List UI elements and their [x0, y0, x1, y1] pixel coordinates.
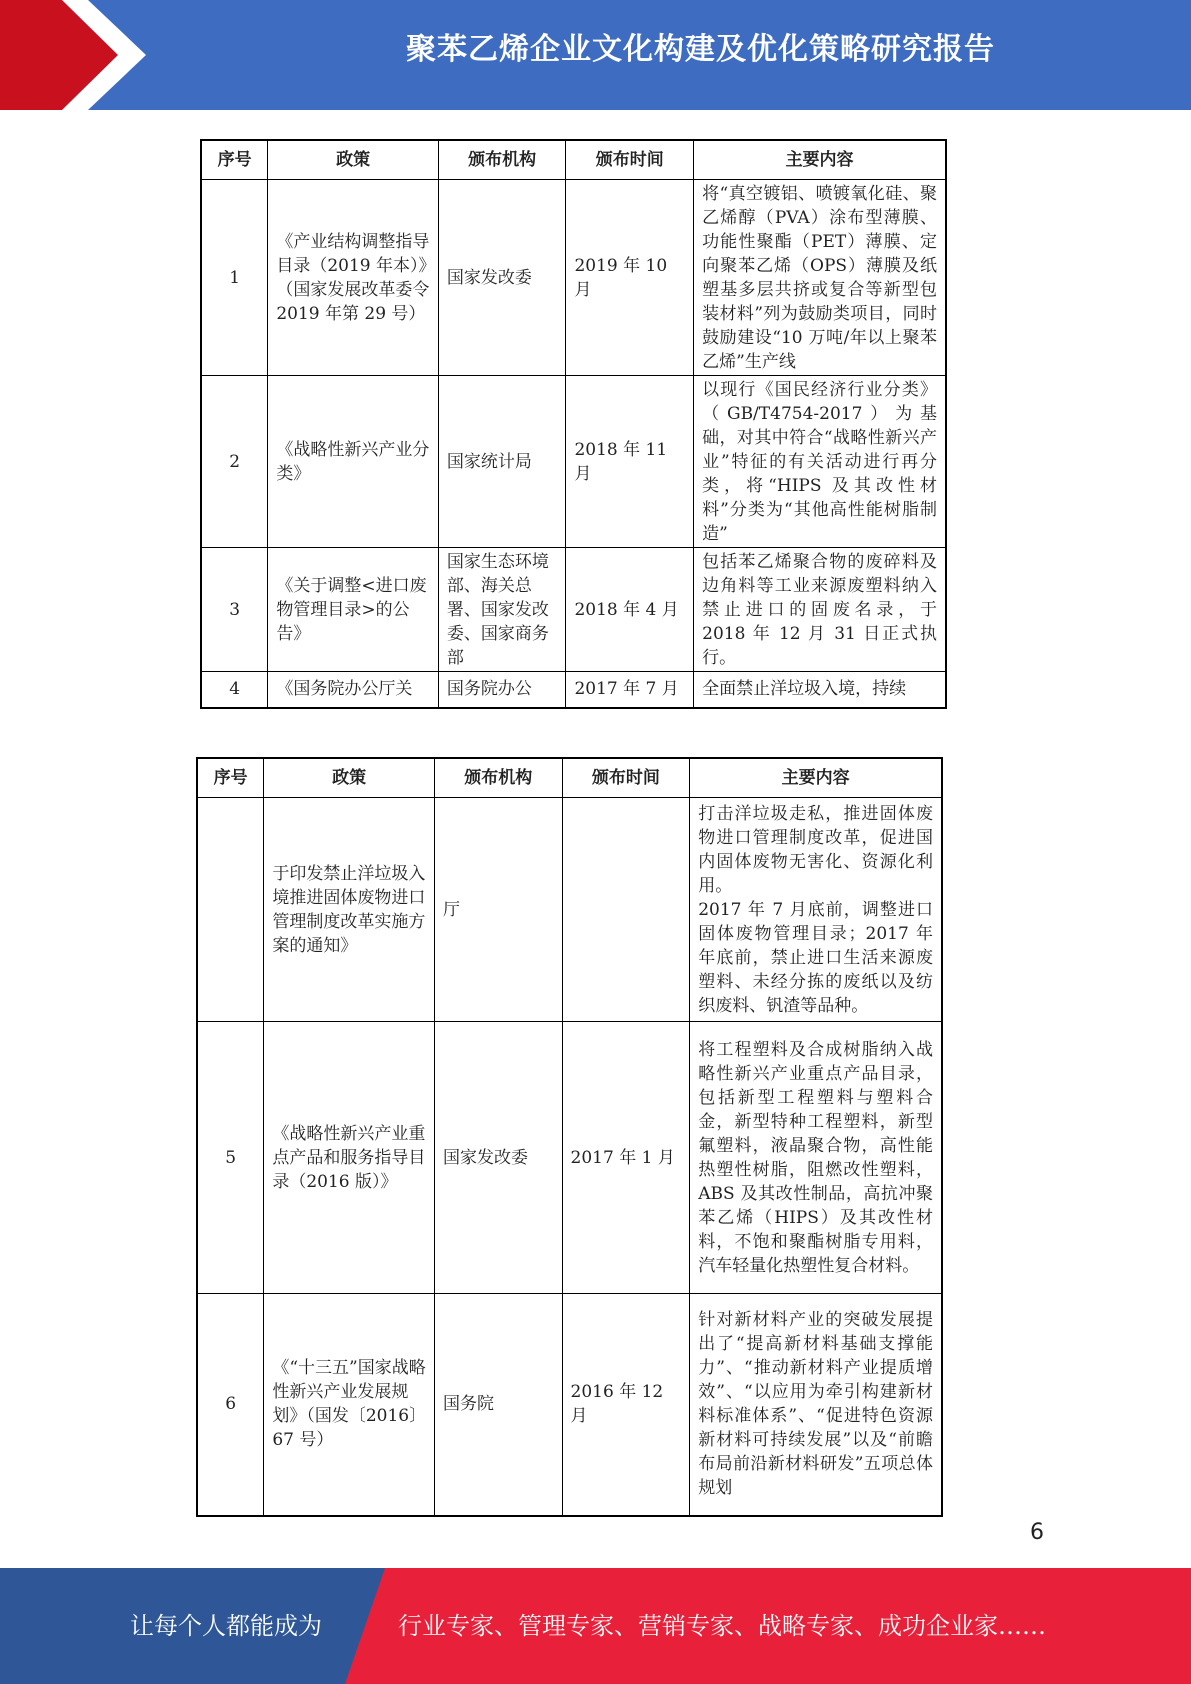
col-header-policy: 政策 — [264, 758, 435, 798]
row-content: 以现行《国民经济行业分类》（GB/T4754-2017）为基础，对其中符合“战略性新兴产业”特征的有关活动进行再分类，将“HIPS 及其改性材料”分类为“其他高性能树脂制造” — [694, 376, 946, 548]
row-content-paragraph: 2017 年 7 月底前，调整进口固体废物管理目录；2017 年年底前，禁止进口生活来源废塑料、未经分拣的废纸以及纺织废料、钒渣等品种。 — [698, 899, 933, 1016]
policy-table-2 — [196, 757, 943, 1517]
row-agency: 国家统计局 — [438, 376, 566, 548]
col-header-number: 序号 — [197, 758, 264, 798]
row-agency: 国家发改委 — [434, 1022, 562, 1294]
row-policy: 《国务院办公厅关 — [268, 672, 439, 708]
row-content: 全面禁止洋垃圾入境，持续 — [694, 672, 946, 708]
table-row — [201, 548, 946, 672]
row-agency: 国务院 — [434, 1294, 562, 1516]
col-header-content: 主要内容 — [690, 758, 942, 798]
row-content: 将“真空镀铝、喷镀氧化硅、聚乙烯醇（PVA）涂布型薄膜、功能性聚酯（PET）薄膜、定向聚苯乙烯（OPS）薄膜及纸塑基多层共挤或复合等新型包装材料”列为鼓励类项目，同时鼓励建设“10 万吨/年以上聚苯乙烯”生产线 — [694, 180, 946, 376]
footer-slogan-right: 行业专家、管理专家、营销专家、战略专家、成功企业家…… — [398, 1612, 1046, 1640]
table-row — [201, 376, 946, 548]
row-policy: 《“十三五”国家战略性新兴产业发展规划》（国发〔2016〕67 号） — [264, 1294, 435, 1516]
row-content: 针对新材料产业的突破发展提出了“提高新材料基础支撑能力”、“推动新材料产业提质增效”、“以应用为牵引构建新材料标准体系”、“促进特色资源新材料可持续发展”以及“前瞻布局前沿新材料研发”五项总体规划 — [690, 1294, 942, 1516]
row-content — [690, 798, 942, 1022]
col-header-agency: 颁布机构 — [438, 140, 566, 180]
footer-banner — [0, 1568, 1191, 1684]
header-banner — [0, 0, 1191, 110]
row-date: 2017 年 1 月 — [562, 1022, 690, 1294]
row-number: 3 — [201, 548, 268, 672]
row-agency: 国家发改委 — [438, 180, 566, 376]
row-content: 将工程塑料及合成树脂纳入战略性新兴产业重点产品目录，包括新型工程塑料与塑料合金，新型特种工程塑料，新型氟塑料，液晶聚合物，高性能热塑性树脂，阻燃改性塑料，ABS 及其改性制品，高抗冲聚苯乙烯（HIPS）及其改性材料，不饱和聚酯树脂专用料，汽车轻量化热塑性复合材料。 — [690, 1022, 942, 1294]
table-row — [197, 798, 942, 1022]
row-agency: 国家生态环境部、海关总署、国家发改委、国家商务部 — [438, 548, 566, 672]
row-date: 2019 年 10 月 — [566, 180, 694, 376]
row-number: 6 — [197, 1294, 264, 1516]
col-header-policy: 政策 — [268, 140, 439, 180]
table-row — [201, 672, 946, 708]
row-date: 2018 年 4 月 — [566, 548, 694, 672]
row-number: 2 — [201, 376, 268, 548]
col-header-number: 序号 — [201, 140, 268, 180]
row-agency: 国务院办公 — [438, 672, 566, 708]
row-number — [197, 798, 264, 1022]
policy-table-1 — [200, 139, 947, 709]
col-header-date: 颁布时间 — [562, 758, 690, 798]
row-number: 5 — [197, 1022, 264, 1294]
col-header-content: 主要内容 — [694, 140, 946, 180]
row-policy: 于印发禁止洋垃圾入境推进固体废物进口管理制度改革实施方案的通知》 — [264, 798, 435, 1022]
row-agency: 厅 — [434, 798, 562, 1022]
footer-slogan-left: 让每个人都能成为 — [130, 1612, 322, 1640]
page-number: 6 — [1030, 1520, 1044, 1545]
row-content-paragraph: 打击洋垃圾走私，推进固体废物进口管理制度改革，促进国内固体废物无害化、资源化利用。 — [698, 803, 933, 896]
row-date: 2018 年 11 月 — [566, 376, 694, 548]
row-content: 包括苯乙烯聚合物的废碎料及边角料等工业来源废塑料纳入禁止进口的固废名录，于 2018 年 12 月 31 日正式执行。 — [694, 548, 946, 672]
row-date: 2017 年 7 月 — [566, 672, 694, 708]
table-row — [201, 180, 946, 376]
row-number: 1 — [201, 180, 268, 376]
row-date: 2016 年 12 月 — [562, 1294, 690, 1516]
table-header-row — [201, 140, 946, 180]
col-header-agency: 颁布机构 — [434, 758, 562, 798]
row-policy: 《战略性新兴产业分类》 — [268, 376, 439, 548]
row-policy: 《战略性新兴产业重点产品和服务指导目录（2016 版）》 — [264, 1022, 435, 1294]
row-date — [562, 798, 690, 1022]
row-policy: 《产业结构调整指导目录（2019 年本）》（国家发展改革委令 2019 年第 29 号） — [268, 180, 439, 376]
table-row — [197, 1022, 942, 1294]
document-title: 聚苯乙烯企业文化构建及优化策略研究报告 — [406, 32, 995, 67]
col-header-date: 颁布时间 — [566, 140, 694, 180]
row-policy: 《关于调整<进口废物管理目录>的公告》 — [268, 548, 439, 672]
row-number: 4 — [201, 672, 268, 708]
table-row — [197, 1294, 942, 1516]
table-header-row — [197, 758, 942, 798]
